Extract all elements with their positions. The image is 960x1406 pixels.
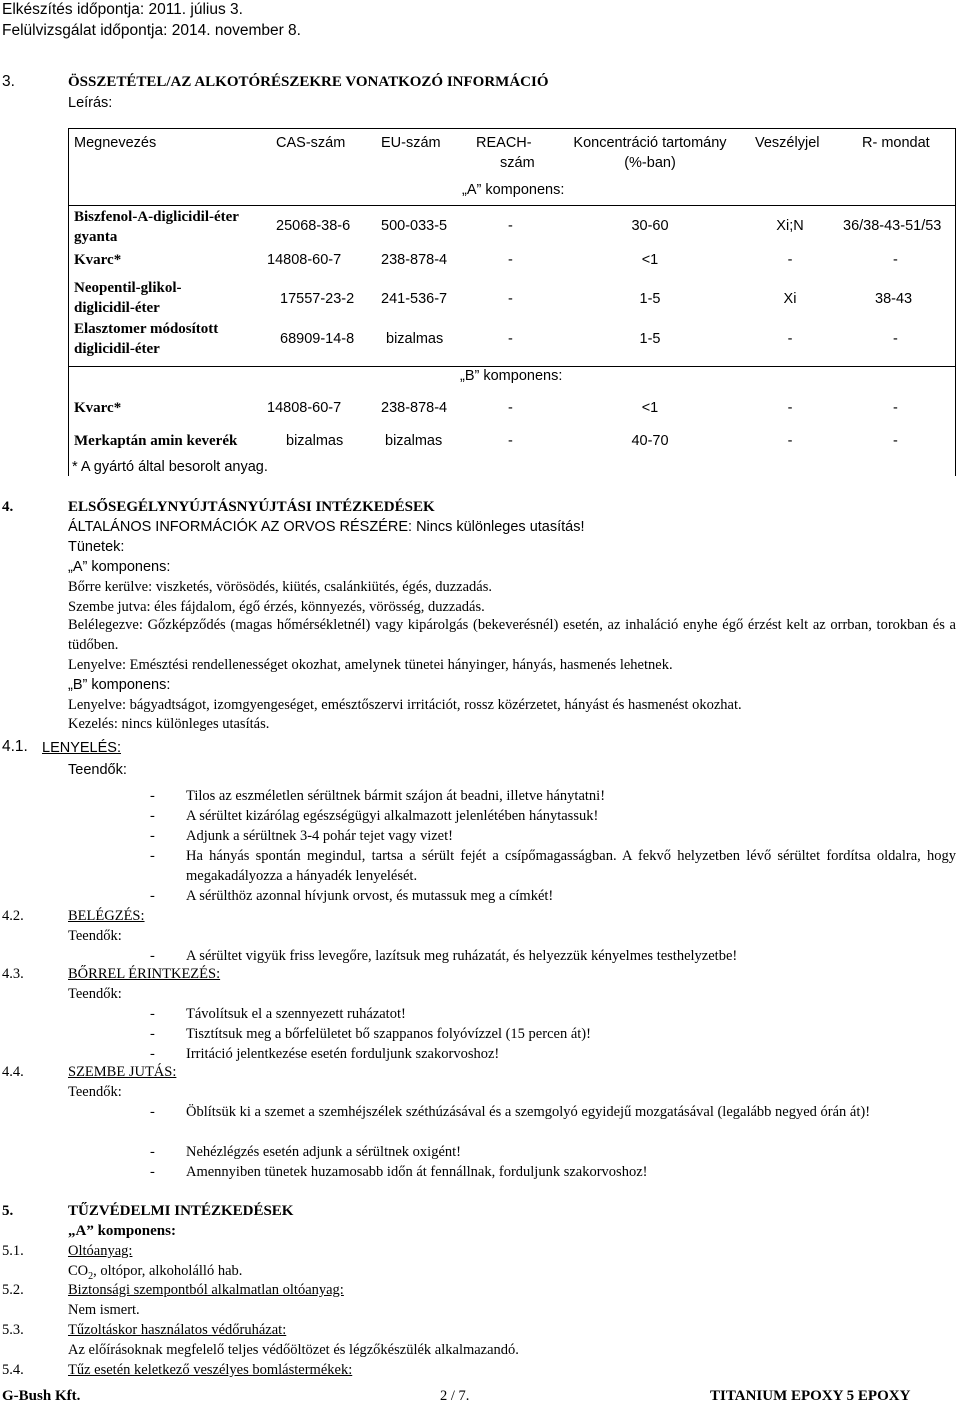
row-a3-symbol: Xi <box>783 291 797 307</box>
row-a4-eu: bizalmas <box>386 331 444 347</box>
s52-number: 5.2. <box>2 1282 24 1298</box>
s53-number: 5.3. <box>2 1322 24 1338</box>
s42-item-1: A sérültet vigyük friss levegőre, lazítsuk meg ruházatát, és helyezzük kényelmes testhelyzetbe! <box>186 948 738 964</box>
row-a3-eu: 241-536-7 <box>381 291 448 307</box>
s43-todo-label: Teendők: <box>68 986 122 1002</box>
section5-component-a: „A” komponens: <box>68 1223 176 1239</box>
row-b1-symbol: - <box>787 400 793 416</box>
section4-title: ELSŐSEGÉLYNYÚJTÁSNYÚJTÁSI INTÉZKEDÉSEK <box>68 499 435 515</box>
section3-description: Leírás: <box>68 95 113 111</box>
s53-title: Tűzoltáskor használatos védőruházat: <box>68 1322 287 1338</box>
s54-title: Tűz esetén keletkező veszélyes bomlástermékek: <box>68 1362 353 1378</box>
col-header-eu: EU-szám <box>381 135 441 151</box>
footer-product: TITANIUM EPOXY 5 EPOXY <box>710 1388 911 1404</box>
revised-date: Felülvizsgálat időpontja: 2014. november 8. <box>2 22 301 39</box>
eye-symptoms: Szembe jutva: éles fájdalom, égő érzés, könnyezés, vörösség, duzzadás. <box>68 599 485 615</box>
s52-text: Nem ismert. <box>68 1302 140 1318</box>
component-b-heading: „B” komponens: <box>68 677 171 693</box>
row-a4-conc: 1-5 <box>639 331 661 347</box>
symptoms-label: Tünetek: <box>68 539 125 555</box>
row-a3-reach: - <box>508 291 513 307</box>
s51-text: $CO_2$, oltópor, alkoholálló hab. <box>68 1263 243 1282</box>
row-a2-reach: - <box>508 252 513 268</box>
s43-item-1: Távolítsuk el a szennyezett ruházatot! <box>186 1006 406 1022</box>
footer-company: G-Bush Kft. <box>2 1388 81 1404</box>
col-header-r: R- mondat <box>862 135 930 151</box>
s44-title: SZEMBE JUTÁS: <box>68 1064 177 1080</box>
row-a2-symbol: - <box>787 252 793 268</box>
dash: - <box>150 888 155 904</box>
section4-number: 4. <box>2 499 14 515</box>
row-a2-eu: 238-878-4 <box>381 252 448 268</box>
row-a1-symbol: Xi;N <box>776 218 804 234</box>
dash: - <box>150 808 155 824</box>
row-a4-name-2: diglicidil-éter <box>74 341 160 357</box>
skin-symptoms: Bőrre kerülve: viszketés, vörösödés, kiütés, csalánkiütés, égés, duzzadás. <box>68 579 492 595</box>
row-a4-reach: - <box>508 331 513 347</box>
table-footnote: * A gyártó által besorolt anyag. <box>72 459 268 475</box>
s41-number: 4.1. <box>2 738 28 755</box>
s41-title: LENYELÉS: <box>42 740 121 756</box>
col-header-conc-2: (%-ban) <box>624 155 676 171</box>
s42-todo-label: Teendők: <box>68 928 122 944</box>
row-b1-reach: - <box>508 400 513 416</box>
row-a1-reach: - <box>508 218 513 234</box>
dash: - <box>150 1144 155 1160</box>
ingestion-symptoms-a: Lenyelve: Emésztési rendellenességet okozhat, amelynek tünetei hányinger, hányás, hasmenés lehetnek. <box>68 657 673 673</box>
row-b2-name: Merkaptán amin keverék <box>74 433 238 449</box>
dash: - <box>150 1104 155 1120</box>
s41-item-1: Tilos az eszméletlen sérültnek bármit szájon át beadni, illetve hánytatni! <box>186 788 606 804</box>
s42-number: 4.2. <box>2 908 24 924</box>
section5-title: TŰZVÉDELMI INTÉZKEDÉSEK <box>68 1203 294 1219</box>
footer-page: 2 / 7. <box>440 1388 470 1404</box>
s43-number: 4.3. <box>2 966 24 982</box>
row-a1-cas: 25068-38-6 <box>276 218 351 234</box>
row-a4-name-1: Elasztomer módosított <box>74 321 219 337</box>
dash: - <box>150 828 155 844</box>
row-a1-conc: 30-60 <box>631 218 669 234</box>
col-header-cas: CAS-szám <box>276 135 346 151</box>
component-a-heading: „A” komponens: <box>68 559 171 575</box>
s44-item-1: Öblítsük ki a szemet a szemhéjszélek széthúzásával és a szemgolyó egyidejű mozgatásával (legalább negyed órán át)! <box>186 1104 871 1120</box>
s44-item-2: Nehézlégzés esetén adjunk a sérültnek oxigént! <box>186 1144 461 1160</box>
col-header-symbol: Veszélyjel <box>755 135 820 151</box>
s41-item-3: Adjunk a sérültnek 3-4 pohár tejet vagy vizet! <box>186 828 453 844</box>
dash: - <box>150 1026 155 1042</box>
inhalation-symptoms: Belélegezve: Gőzképződés (magas hőmérsékletnél) vagy kipárolgás (bekeverésnél) esetén, az inhaláció enyhe égő érzést kelt az orrban, torokban és a tüdőben. <box>68 617 956 653</box>
col-header-name: Megnevezés <box>74 135 157 151</box>
dash: - <box>150 948 155 964</box>
row-b1-cas: 14808-60-7 <box>267 400 342 416</box>
row-a2-conc: <1 <box>641 252 659 268</box>
row-b1-r: - <box>893 400 898 416</box>
s41-item-4: Ha hányás spontán megindul, tartsa a sérült fejét a csípőmagasságban. A fekvő helyzetben lévő sérültet fordítsa oldalra, hogy megakadályozza a hányadék lenyelését. <box>186 848 956 884</box>
row-a4-symbol: - <box>787 331 793 347</box>
row-a2-r: - <box>893 252 898 268</box>
row-a4-r: - <box>893 331 898 347</box>
s44-number: 4.4. <box>2 1064 24 1080</box>
s54-number: 5.4. <box>2 1362 24 1378</box>
row-a1-r: 36/38-43-51/53 <box>843 218 942 234</box>
section4-general-info: ÁLTALÁNOS INFORMÁCIÓK AZ ORVOS RÉSZÉRE: Nincs különleges utasítás! <box>68 519 585 535</box>
col-header-reach-2: szám <box>500 155 535 171</box>
dash: - <box>150 788 155 804</box>
s41-item-2: A sérültet kizárólag egészségügyi alkalmazott jelenlétében hánytassuk! <box>186 808 599 824</box>
row-a3-cas: 17557-23-2 <box>280 291 355 307</box>
row-a4-cas: 68909-14-8 <box>280 331 355 347</box>
row-a2-cas: 14808-60-7 <box>267 252 342 268</box>
s41-item-5: A sérülthöz azonnal hívjunk orvost, és mutassuk meg a címkét! <box>186 888 554 904</box>
component-b-label: „B” komponens: <box>460 368 563 384</box>
s52-title: Biztonsági szempontból alkalmatlan oltóanyag: <box>68 1282 344 1298</box>
row-a1-name-1: Biszfenol-A-diglicidil-éter <box>74 209 239 225</box>
row-b1-conc: <1 <box>641 400 659 416</box>
dash: - <box>150 1164 155 1180</box>
prepared-date: Elkészítés időpontja: 2011. július 3. <box>2 1 243 18</box>
s44-todo-label: Teendők: <box>68 1084 122 1100</box>
row-a3-conc: 1-5 <box>639 291 661 307</box>
dash: - <box>150 1006 155 1022</box>
s44-item-3: Amennyiben tünetek huzamosabb időn át fennállnak, forduljunk szakorvoshoz! <box>186 1164 648 1180</box>
col-header-conc-1: Koncentráció tartomány <box>573 135 727 151</box>
treatment-note: Kezelés: nincs különleges utasítás. <box>68 716 270 732</box>
row-b2-reach: - <box>508 433 513 449</box>
s51-number: 5.1. <box>2 1243 24 1259</box>
component-a-label: „A” komponens: <box>462 182 565 198</box>
section3-title: ÖSSZETÉTEL/AZ ALKOTÓRÉSZEKRE VONATKOZÓ INFORMÁCIÓ <box>68 74 549 90</box>
row-b2-conc: 40-70 <box>631 433 669 449</box>
row-b2-symbol: - <box>787 433 793 449</box>
row-a1-name-2: gyanta <box>74 229 118 245</box>
s51-title: Oltóanyag: <box>68 1243 133 1259</box>
dash: - <box>150 1046 155 1062</box>
col-header-reach-1: REACH- <box>476 135 532 151</box>
row-a3-name-1: Neopentil-glikol- <box>74 280 182 296</box>
ingestion-symptoms-b: Lenyelve: bágyadtságot, izomgyengeséget, emésztőszervi irritációt, rossz közérzetet, hányást és hasmenést okozhat. <box>68 697 742 713</box>
row-a1-eu: 500-033-5 <box>381 218 448 234</box>
s53-text: Az előírásoknak megfelelő teljes védőöltözet és légzőkészülék alkalmazandó. <box>68 1342 519 1358</box>
s43-title: BŐRREL ÉRINTKEZÉS: <box>68 966 221 982</box>
row-b1-name: Kvarc* <box>74 400 122 416</box>
row-b2-eu: bizalmas <box>385 433 443 449</box>
row-a3-r: 38-43 <box>875 291 913 307</box>
row-a2-name: Kvarc* <box>74 252 122 268</box>
row-a3-name-2: diglicidil-éter <box>74 300 160 316</box>
row-b1-eu: 238-878-4 <box>381 400 448 416</box>
section5-number: 5. <box>2 1203 14 1219</box>
row-b2-r: - <box>893 433 898 449</box>
s43-item-3: Irritáció jelentkezése esetén forduljunk szakorvoshoz! <box>186 1046 500 1062</box>
s42-title: BELÉGZÉS: <box>68 908 145 924</box>
section3-number: 3. <box>2 73 15 90</box>
s41-todo-label: Teendők: <box>68 762 127 778</box>
s43-item-2: Tisztítsuk meg a bőrfelületet bő szappanos folyóvízzel (15 percen át)! <box>186 1026 591 1042</box>
row-b2-cas: bizalmas <box>286 433 344 449</box>
dash: - <box>150 848 155 864</box>
